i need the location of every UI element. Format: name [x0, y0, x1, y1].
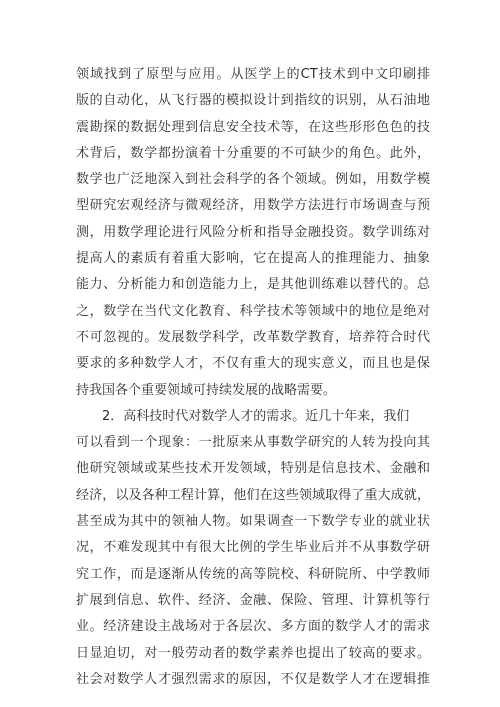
text-line: 测，用数学理论进行风险分析和指导金融投资。数学训练对 — [76, 224, 430, 240]
text-line: 数学也广泛地深入到社会科学的各个领域。例如，用数学模 — [76, 172, 430, 188]
text-line: 要求的多种数学人才，不仅有重大的现实意义，而且也是保 — [76, 356, 430, 372]
text-line: 况，不难发现其中有很大比例的学生毕业后并不从事数学研 — [76, 540, 430, 556]
text-line: 术背后，数学都扮演着十分重要的不可缺少的角色。此外， — [76, 145, 430, 161]
text-line: 他研究领域或某些技术开发领域，特别是信息技术、金融和 — [76, 461, 430, 477]
text-line: 扩展到信息、软件、经济、金融、保险、管理、计算机等行 — [76, 592, 430, 608]
text-line: 甚至成为其中的领袖人物。如果调查一下数学专业的就业状 — [76, 514, 430, 530]
text-line: 提高人的素质有着重大影响，它在提高人的推理能力、抽象 — [76, 251, 430, 267]
text-line: 经济，以及各种工程计算，他们在这些领域取得了重大成就， — [76, 487, 430, 503]
text-line: 不可忽视的。发展数学科学，改革数学教育，培养符合时代 — [76, 329, 430, 345]
text-line: 能力、分析能力和创造能力上，是其他训练难以替代的。总 — [76, 277, 430, 293]
paragraph-2 — [76, 404, 430, 693]
text-line: 可以看到一个现象：一批原来从事数学研究的人转为投向其 — [76, 435, 430, 451]
text-line: 之，数学在当代文化教育、科学技术等领域中的地位是绝对 — [76, 303, 430, 319]
text-line: 2．高科技时代对数学人才的需求。近几十年来，我们 — [76, 408, 410, 424]
text-line: 领域找到了原型与应用。从医学上的CT技术到中文印刷排 — [76, 67, 430, 82]
text-line: 日显迫切，对一般劳动者的数学素养也提出了较高的要求。 — [76, 645, 430, 661]
body-text — [76, 62, 430, 693]
text-line: 社会对数学人才强烈需求的原因，不仅是数学人才在逻辑推 — [76, 671, 430, 687]
paragraph-1 — [76, 62, 430, 404]
text-line: 究工作，而是逐渐从传统的高等院校、科研院所、中学教师 — [76, 566, 430, 582]
text-line: 版的自动化，从飞行器的模拟设计到指纹的识别，从石油地 — [76, 93, 430, 109]
text-line: 型研究宏观经济与微观经济，用数学方法进行市场调查与预 — [76, 198, 430, 214]
text-line: 持我国各个重要领域可持续发展的战略需要。 — [76, 382, 337, 398]
text-line: 震勘探的数据处理到信息安全技术等，在这些形形色色的技 — [76, 119, 430, 135]
text-line: 业。经济建设主战场对于各层次、多方面的数学人才的需求 — [76, 619, 430, 635]
